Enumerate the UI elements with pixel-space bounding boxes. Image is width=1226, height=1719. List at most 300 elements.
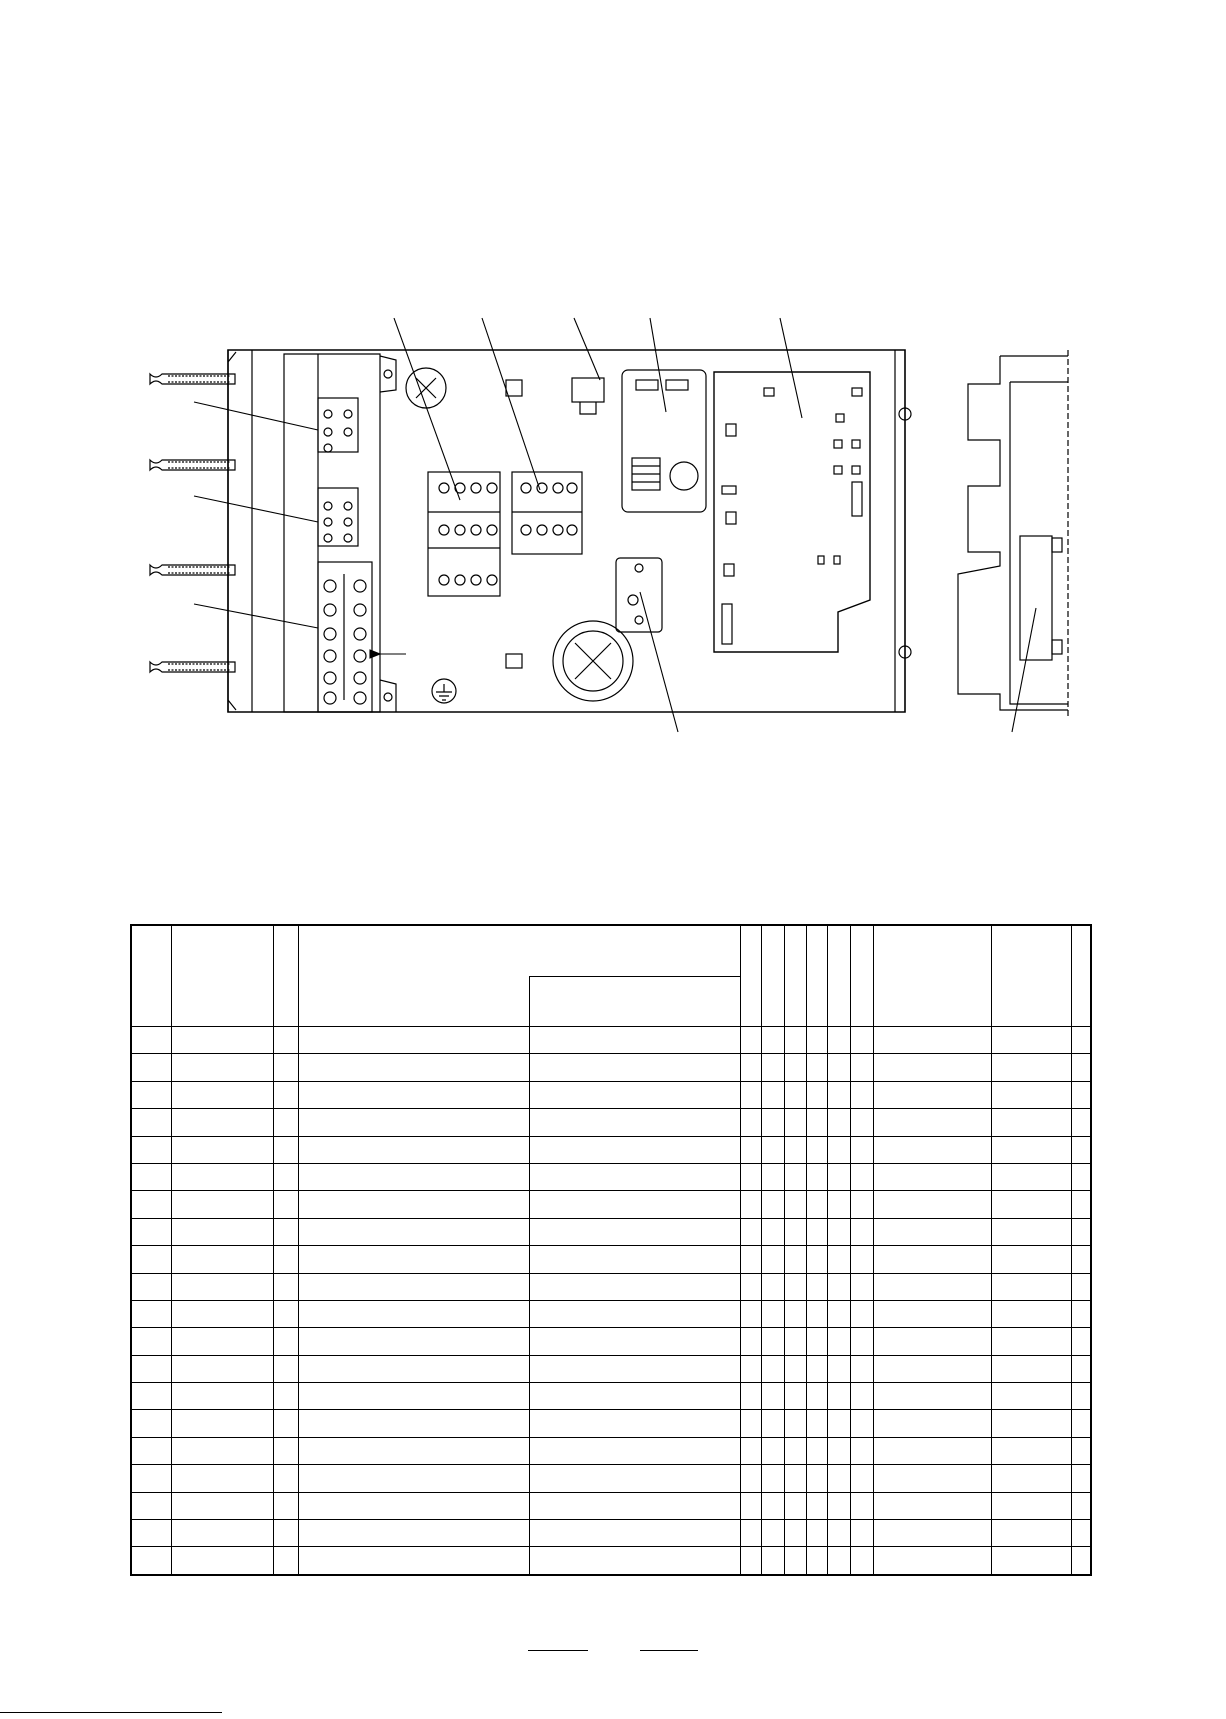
table-cell [827, 1136, 850, 1163]
table-cell [273, 1163, 298, 1190]
table-cell [273, 1081, 298, 1108]
table-cell [784, 1383, 806, 1410]
table-cell [827, 1492, 850, 1519]
table-cell [784, 1520, 806, 1547]
table-cell [761, 1054, 784, 1081]
table-cell [298, 1437, 529, 1464]
table-cell [273, 1027, 298, 1054]
table-header-row [131, 925, 1091, 977]
table-cell [529, 1191, 740, 1218]
table-cell [273, 1191, 298, 1218]
table-cell [784, 1465, 806, 1492]
table-cell [740, 1355, 761, 1382]
table-cell [529, 1027, 740, 1054]
table-cell [991, 1520, 1071, 1547]
table-cell [529, 1246, 740, 1273]
table-cell [991, 1547, 1071, 1575]
table-cell [1071, 1465, 1091, 1492]
table-cell [529, 1300, 740, 1327]
transformer-board [622, 370, 706, 512]
table-cell [827, 1547, 850, 1575]
table-cell [850, 1218, 873, 1245]
terminal-block-lower [318, 562, 372, 712]
table-cell [529, 1081, 740, 1108]
table-cell [171, 1383, 273, 1410]
table-cell [784, 1410, 806, 1437]
table-header-cell [761, 925, 784, 1027]
table-cell [806, 1383, 827, 1410]
table-cell [850, 1355, 873, 1382]
table-cell [273, 1520, 298, 1547]
table-cell [171, 1300, 273, 1327]
gland-4 [150, 662, 235, 672]
table-cell [298, 1163, 529, 1190]
table-cell [131, 1355, 171, 1382]
table-cell [873, 1355, 991, 1382]
table-cell [131, 1492, 171, 1519]
table-cell [850, 1273, 873, 1300]
table-cell [827, 1355, 850, 1382]
table-cell [298, 1191, 529, 1218]
table-row [131, 1437, 1091, 1464]
table-header-cell [827, 925, 850, 1027]
table-cell [171, 1520, 273, 1547]
table-cell [529, 1465, 740, 1492]
table-cell [827, 1081, 850, 1108]
table-cell [171, 1246, 273, 1273]
table-header-cell [991, 925, 1071, 1027]
table-cell [850, 1410, 873, 1437]
table-cell [784, 1437, 806, 1464]
table-cell [806, 1437, 827, 1464]
table-cell [991, 1054, 1071, 1081]
table-cell [761, 1163, 784, 1190]
table-cell [1071, 1163, 1091, 1190]
table-cell [298, 1492, 529, 1519]
table-cell [273, 1437, 298, 1464]
table-cell [991, 1246, 1071, 1273]
stud [506, 654, 522, 668]
table-row [131, 1109, 1091, 1136]
gland-3 [150, 565, 235, 575]
table-cell [827, 1163, 850, 1190]
table-cell [1071, 1027, 1091, 1054]
table-cell [740, 1246, 761, 1273]
parts-table [130, 924, 1092, 1576]
table-row [131, 1273, 1091, 1300]
table-cell [740, 1081, 761, 1108]
table-cell [131, 1465, 171, 1492]
table-cell [806, 1218, 827, 1245]
table-cell [171, 1437, 273, 1464]
table-cell [740, 1027, 761, 1054]
table-cell [298, 1547, 529, 1575]
table-cell [131, 1410, 171, 1437]
table-cell [806, 1547, 827, 1575]
table-cell [761, 1383, 784, 1410]
table-cell [784, 1136, 806, 1163]
table-cell [740, 1273, 761, 1300]
table-row [131, 1027, 1091, 1054]
table-row [131, 1492, 1091, 1519]
fuse-large [553, 621, 633, 701]
table-cell [850, 1328, 873, 1355]
table-cell [873, 1109, 991, 1136]
table-cell [171, 1054, 273, 1081]
table-header-cell [273, 925, 298, 1027]
terminal-block-upper [318, 398, 358, 452]
table-cell [298, 1520, 529, 1547]
table-row [131, 1300, 1091, 1327]
table-cell [827, 1246, 850, 1273]
table-cell [850, 1109, 873, 1136]
table-cell [784, 1054, 806, 1081]
table-cell [131, 1547, 171, 1575]
table-cell [761, 1246, 784, 1273]
table-cell [827, 1109, 850, 1136]
contactor-1 [428, 472, 500, 596]
table-cell [873, 1027, 991, 1054]
table-cell [131, 1191, 171, 1218]
table-cell [131, 1273, 171, 1300]
table-cell [298, 1027, 529, 1054]
table-cell [740, 1136, 761, 1163]
table-cell [273, 1547, 298, 1575]
table-cell [873, 1054, 991, 1081]
table-cell [740, 1520, 761, 1547]
table-cell [1071, 1410, 1091, 1437]
table-cell [131, 1054, 171, 1081]
table-cell [1071, 1492, 1091, 1519]
table-cell [784, 1109, 806, 1136]
table-cell [827, 1191, 850, 1218]
table-cell [298, 1465, 529, 1492]
mount-tab-lower [380, 680, 396, 712]
table-cell [850, 1492, 873, 1519]
table-row [131, 1081, 1091, 1108]
table-row [131, 1355, 1091, 1382]
table-cell [529, 1383, 740, 1410]
table-cell [273, 1246, 298, 1273]
table-cell [806, 1492, 827, 1519]
table-header-cell [298, 925, 740, 977]
table-cell [873, 1383, 991, 1410]
table-cell [784, 1492, 806, 1519]
table-cell [131, 1520, 171, 1547]
table-cell [761, 1027, 784, 1054]
table-cell [529, 1218, 740, 1245]
footer-edge-line [0, 1712, 222, 1713]
table-cell [1071, 1136, 1091, 1163]
table-cell [529, 1410, 740, 1437]
table-cell [131, 1109, 171, 1136]
table-cell [784, 1273, 806, 1300]
table-cell [171, 1273, 273, 1300]
table-cell [850, 1136, 873, 1163]
table-cell [1071, 1054, 1091, 1081]
table-cell [806, 1109, 827, 1136]
table-row [131, 1520, 1091, 1547]
table-cell [991, 1136, 1071, 1163]
table-cell [784, 1355, 806, 1382]
table-cell [529, 1547, 740, 1575]
table-cell [784, 1547, 806, 1575]
table-cell [171, 1355, 273, 1382]
table-cell [131, 1437, 171, 1464]
table-cell [827, 1520, 850, 1547]
table-cell [850, 1246, 873, 1273]
table-cell [873, 1520, 991, 1547]
table-cell [873, 1191, 991, 1218]
table-header-cell [131, 925, 171, 1027]
table-cell [761, 1109, 784, 1136]
table-cell [991, 1109, 1071, 1136]
table-cell [827, 1027, 850, 1054]
table-cell [1071, 1191, 1091, 1218]
table-cell [1071, 1355, 1091, 1382]
table-header-cell [1071, 925, 1091, 1027]
table-cell [850, 1163, 873, 1190]
table-cell [761, 1136, 784, 1163]
table-cell [761, 1465, 784, 1492]
table-cell [873, 1410, 991, 1437]
table-cell [298, 1246, 529, 1273]
table-cell [529, 1328, 740, 1355]
table-cell [806, 1191, 827, 1218]
table-cell [873, 1465, 991, 1492]
table-cell [850, 1054, 873, 1081]
table-row [131, 1383, 1091, 1410]
table-cell [740, 1492, 761, 1519]
table-cell [298, 1136, 529, 1163]
table-cell [784, 1027, 806, 1054]
table-cell [171, 1328, 273, 1355]
gland-2 [150, 460, 235, 470]
table-cell [131, 1246, 171, 1273]
table-cell [740, 1300, 761, 1327]
table-cell [806, 1273, 827, 1300]
table-cell [761, 1410, 784, 1437]
table-row [131, 1328, 1091, 1355]
table-cell [740, 1547, 761, 1575]
table-cell [761, 1520, 784, 1547]
table-row [131, 1163, 1091, 1190]
table-cell [529, 1273, 740, 1300]
table-cell [1071, 1273, 1091, 1300]
table-header-cell [806, 925, 827, 1027]
table-cell [991, 1300, 1071, 1327]
table-cell [761, 1273, 784, 1300]
table-cell [991, 1437, 1071, 1464]
table-cell [806, 1027, 827, 1054]
table-cell [273, 1109, 298, 1136]
table-cell [529, 1492, 740, 1519]
table-cell [1071, 1081, 1091, 1108]
table-cell [850, 1437, 873, 1464]
table-cell [991, 1163, 1071, 1190]
contactor-2 [512, 472, 582, 554]
table-cell [1071, 1547, 1091, 1575]
table-cell [761, 1300, 784, 1327]
table-cell [850, 1465, 873, 1492]
table-cell [991, 1218, 1071, 1245]
table-cell [806, 1163, 827, 1190]
table-cell [740, 1328, 761, 1355]
table-cell [873, 1136, 991, 1163]
table-cell [273, 1054, 298, 1081]
table-cell [131, 1136, 171, 1163]
table-cell [171, 1027, 273, 1054]
table-cell [740, 1109, 761, 1136]
table-cell [273, 1410, 298, 1437]
table-cell [740, 1191, 761, 1218]
mount-tab-upper [380, 356, 396, 392]
table-cell [827, 1218, 850, 1245]
table-cell [298, 1054, 529, 1081]
table-cell [827, 1437, 850, 1464]
table-cell [1071, 1383, 1091, 1410]
table-cell [761, 1081, 784, 1108]
table-cell [1071, 1218, 1091, 1245]
table-cell [806, 1410, 827, 1437]
table-cell [171, 1163, 273, 1190]
table-cell [131, 1163, 171, 1190]
table-cell [784, 1218, 806, 1245]
table-cell [850, 1547, 873, 1575]
table-cell [873, 1437, 991, 1464]
table-cell [784, 1163, 806, 1190]
table-cell [784, 1246, 806, 1273]
fuse-upper [406, 368, 446, 408]
table-cell [806, 1520, 827, 1547]
table-cell [761, 1355, 784, 1382]
table-cell [761, 1547, 784, 1575]
table-cell [1071, 1300, 1091, 1327]
table-header-cell [873, 925, 991, 1027]
table-cell [827, 1054, 850, 1081]
table-cell [806, 1136, 827, 1163]
table-cell [873, 1492, 991, 1519]
table-cell [850, 1081, 873, 1108]
table-header-cell [784, 925, 806, 1027]
table-cell [991, 1465, 1071, 1492]
table-cell [171, 1465, 273, 1492]
table-row [131, 1246, 1091, 1273]
table-cell [740, 1163, 761, 1190]
table-cell [784, 1300, 806, 1327]
table-cell [873, 1300, 991, 1327]
table-cell [131, 1383, 171, 1410]
footer-line-left [528, 1650, 588, 1651]
table-cell [991, 1191, 1071, 1218]
table-cell [273, 1355, 298, 1382]
table-cell [1071, 1109, 1091, 1136]
table-cell [991, 1383, 1071, 1410]
table-cell [991, 1410, 1071, 1437]
table-header-cell [740, 925, 761, 1027]
table-cell [298, 1081, 529, 1108]
table-cell [298, 1355, 529, 1382]
table-cell [529, 1437, 740, 1464]
table-cell [273, 1328, 298, 1355]
main-pcb [714, 372, 870, 652]
table-cell [873, 1218, 991, 1245]
table-cell [298, 1410, 529, 1437]
table-cell [171, 1136, 273, 1163]
table-cell [850, 1027, 873, 1054]
footer-line-right [640, 1650, 698, 1651]
table-cell [273, 1300, 298, 1327]
table-cell [827, 1273, 850, 1300]
table-cell [827, 1300, 850, 1327]
table-cell [806, 1355, 827, 1382]
table-cell [827, 1328, 850, 1355]
table-cell [991, 1328, 1071, 1355]
table-cell [827, 1410, 850, 1437]
table-cell [171, 1081, 273, 1108]
table-cell [529, 1163, 740, 1190]
table-cell [784, 1328, 806, 1355]
terminal-block-middle [318, 488, 358, 546]
table-cell [171, 1191, 273, 1218]
table-cell [529, 1109, 740, 1136]
table-row [131, 1054, 1091, 1081]
table-row [131, 1465, 1091, 1492]
table-cell [529, 1355, 740, 1382]
capacitor-small [572, 378, 604, 414]
table-cell [991, 1027, 1071, 1054]
table-cell [298, 1328, 529, 1355]
table-cell [784, 1081, 806, 1108]
table-cell [273, 1465, 298, 1492]
table-cell [273, 1383, 298, 1410]
table-cell [873, 1328, 991, 1355]
table-cell [171, 1547, 273, 1575]
table-cell [131, 1328, 171, 1355]
table-cell [273, 1273, 298, 1300]
table-header-cell [850, 925, 873, 1027]
table-cell [171, 1492, 273, 1519]
table-cell [827, 1383, 850, 1410]
table-cell [850, 1383, 873, 1410]
table-cell [273, 1218, 298, 1245]
gland-1 [150, 374, 235, 384]
table-cell [806, 1465, 827, 1492]
table-cell [761, 1328, 784, 1355]
table-row [131, 1547, 1091, 1575]
table-cell [273, 1492, 298, 1519]
table-cell [529, 1136, 740, 1163]
table-cell [131, 1300, 171, 1327]
table-cell [298, 1300, 529, 1327]
table-cell [171, 1109, 273, 1136]
table-cell [298, 1273, 529, 1300]
table-cell [131, 1218, 171, 1245]
table-cell [298, 1109, 529, 1136]
cable-glands [150, 374, 235, 672]
table-cell [806, 1246, 827, 1273]
table-cell [740, 1437, 761, 1464]
table-cell [761, 1218, 784, 1245]
table-row [131, 1410, 1091, 1437]
table-cell [740, 1410, 761, 1437]
table-cell [1071, 1246, 1091, 1273]
table-cell [806, 1300, 827, 1327]
table-cell [740, 1465, 761, 1492]
table-cell [740, 1054, 761, 1081]
table-row [131, 1191, 1091, 1218]
table-cell [740, 1383, 761, 1410]
